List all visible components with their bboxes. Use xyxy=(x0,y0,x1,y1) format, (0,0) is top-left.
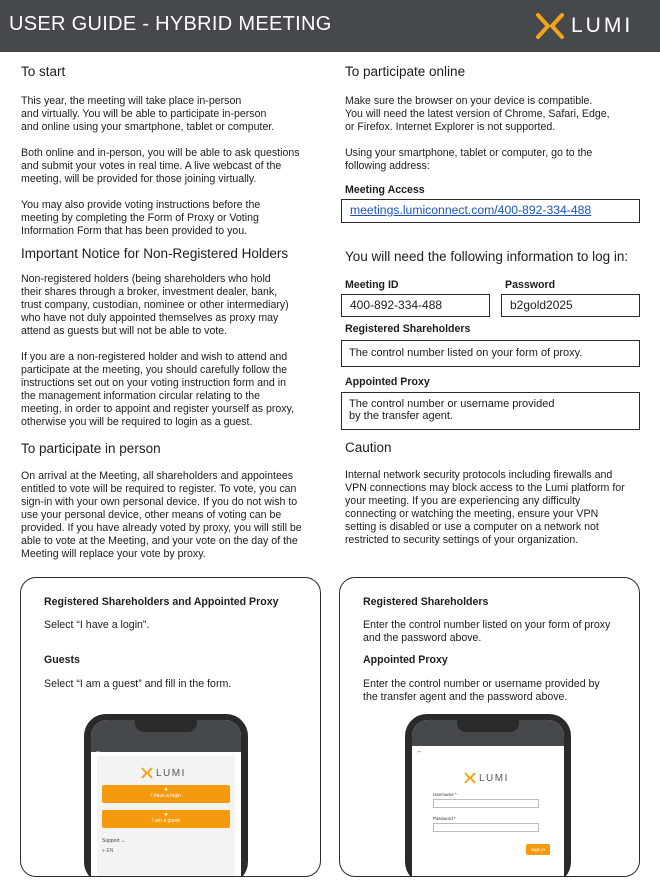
lumi-x-icon xyxy=(535,12,565,40)
phone-password-label: Password * xyxy=(433,816,456,821)
notice-heading: Important Notice for Non-Registered Holders xyxy=(21,246,289,261)
password-label: Password xyxy=(505,279,556,291)
caution-heading: Caution xyxy=(345,440,392,455)
phone-password-input[interactable] xyxy=(433,823,539,832)
page-title: USER GUIDE - HYBRID MEETING xyxy=(9,13,332,35)
password-box: b2gold2025 xyxy=(501,294,640,317)
card-right-text-2: Enter the control number or username provided by the transfer agent and the password above. xyxy=(363,678,600,703)
phone-support-link[interactable]: Support ⌄ xyxy=(102,838,126,844)
in-person-paragraph: On arrival at the Meeting, all shareholders and appointees entitled to vote will be required to register. To vote, you can sign-in with your own personal device. If you do not wish to use your personal device, other means of voting can be provided. If you have already voted by proxy, you will still be able to vote at the Meeting, and your vote on the day of the Meeting will replace your vote by proxy. xyxy=(21,470,302,560)
phone-mockup-login xyxy=(405,714,571,877)
proxy-box: The control number or username provided by the transfer agent. xyxy=(341,392,640,430)
caution-section xyxy=(345,440,645,547)
card-login-instructions xyxy=(339,577,640,877)
online-section xyxy=(345,64,645,173)
card-left-title-1: Registered Shareholders and Appointed Proxy xyxy=(44,596,279,608)
notice-section xyxy=(21,246,326,429)
lumi-logo xyxy=(535,12,633,40)
phone-language[interactable]: ● EN xyxy=(102,848,114,854)
notice-paragraph-2: If you are a non-registered holder and wish to attend and participate at the meeting, you should carefully follow the instructions set out on your voting instruction form and in the management information circular relating to the meeting, in order to appoint and register yourself as proxy, otherwise you will be required to login as a guest. xyxy=(21,351,295,428)
meeting-access-box xyxy=(341,199,640,223)
to-start-heading: To start xyxy=(21,64,66,79)
header-bar xyxy=(0,0,660,52)
meeting-access-link[interactable]: meetings.lumiconnect.com/400-892-334-488 xyxy=(350,203,592,217)
online-paragraph-2: Using your smartphone, tablet or computer, go to the following address: xyxy=(345,147,593,172)
card-right-title-2: Appointed Proxy xyxy=(363,654,448,666)
to-start-paragraph-1: This year, the meeting will take place in-person and virtually. You will be able to participate in-person and online using your smartphone, tablet or computer. xyxy=(21,95,275,133)
phone-lumi-logo: LUMI xyxy=(141,767,186,779)
phone-back-icon: ← xyxy=(95,748,102,755)
proxy-label: Appointed Proxy xyxy=(345,376,430,388)
in-person-heading: To participate in person xyxy=(21,441,161,456)
card-guest-instructions xyxy=(20,577,321,877)
card-right-text-1: Enter the control number listed on your form of proxy and the password above. xyxy=(363,619,611,644)
phone-guest-button[interactable]: ● I am a guest xyxy=(102,810,230,828)
phone-lumi-x-icon-2 xyxy=(464,772,476,784)
logo-text: LUMI xyxy=(571,14,634,37)
in-person-section xyxy=(21,441,326,561)
meeting-id-label: Meeting ID xyxy=(345,279,399,291)
to-start-paragraph-3: You may also provide voting instructions before the meeting by completing the Form of Proxy or Voting Information Form that has been provided to you. xyxy=(21,199,261,237)
meeting-id-box: 400-892-334-488 xyxy=(341,294,490,317)
registered-box: The control number listed on your form of proxy. xyxy=(341,340,640,367)
login-heading: You will need the following information to log in: xyxy=(345,249,629,264)
to-start-paragraph-2: Both online and in-person, you will be able to ask questions and submit your votes in real time. A live webcast of the meeting, will be provided for those joining virtually. xyxy=(21,147,300,185)
phone-login-button[interactable]: ● I have a login xyxy=(102,785,230,803)
caution-paragraph: Internal network security protocols including firewalls and VPN connections may block access to the Lumi platform for your meeting. If you are experiencing any difficulty connecting or watching the meeting, ensure your VPN setting is disabled or use a computer on a network not restricted to security settings of your organization. xyxy=(345,469,625,546)
phone-signin-button[interactable]: Sign in xyxy=(526,844,550,855)
online-paragraph-1: Make sure the browser on your device is compatible. You will need the latest version of Chrome, Safari, Edge, or Firefox. Internet Explorer is not supported. xyxy=(345,95,610,133)
meeting-access-label: Meeting Access xyxy=(345,184,425,196)
card-left-title-2: Guests xyxy=(44,654,80,666)
online-heading: To participate online xyxy=(345,64,466,79)
card-left-text-1: Select “I have a login”. xyxy=(44,619,150,631)
phone-lumi-logo-2: LUMI xyxy=(464,772,509,784)
registered-label: Registered Shareholders xyxy=(345,323,471,335)
phone-username-input[interactable] xyxy=(433,799,539,808)
notice-paragraph-1: Non-registered holders (being shareholders who hold their shares through a broker, investment dealer, bank, trust company, custodian, nominee or other intermediary) who have not duly appointed themselves as proxy may attend as guests but will not be able to vote. xyxy=(21,273,289,337)
phone-back-icon-2: ← xyxy=(416,748,423,755)
to-start-section xyxy=(21,64,321,238)
card-left-text-2: Select “I am a guest” and fill in the form. xyxy=(44,678,232,690)
phone-lumi-x-icon xyxy=(141,767,153,779)
card-right-title-1: Registered Shareholders xyxy=(363,596,489,608)
phone-username-label: Username * xyxy=(433,792,457,797)
phone-mockup-guest xyxy=(84,714,248,877)
